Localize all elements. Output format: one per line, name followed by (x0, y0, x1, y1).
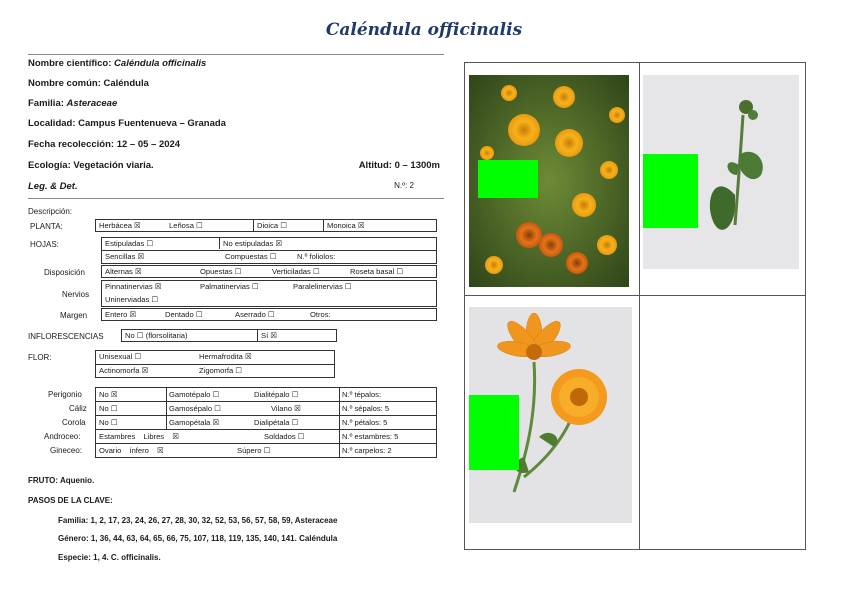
nerv-paraleli: Paralelinervias ☐ (293, 282, 352, 291)
perigonio-num: N.º tépalos: (342, 390, 382, 399)
altitude: Altitud: 0 – 1300m (358, 160, 440, 171)
clave-familia: Familia: 1, 2, 17, 23, 24, 26, 27, 28, 30, 32, 52, 53, 56, 57, 58, 59, Asteraceae (58, 516, 338, 525)
specimen-number: N.º: 2 (394, 181, 414, 190)
gineceo-infero: Ovario ínfero ☒ (99, 446, 164, 455)
perigonio-gamo: Gamotépalo ☐ (169, 390, 220, 399)
header-rule (28, 54, 444, 55)
photo-flowers (469, 307, 632, 523)
redaction-box (478, 160, 538, 198)
collection-date: Fecha recolección: 12 – 05 – 2024 (28, 139, 181, 150)
gineceo-supero: Súpero ☐ (237, 446, 271, 455)
ecology-row (28, 160, 440, 171)
planta-lenosa: Leñosa ☐ (166, 220, 254, 231)
disp-opuestas: Opuestas ☐ (200, 267, 242, 276)
androceo-libres: Estambres Libres ☒ (99, 432, 180, 441)
margen-otros: Otros: (310, 310, 331, 319)
androceo-soldados: Soldados ☐ (264, 432, 305, 441)
caliz-num: N.º sépalos: 5 (342, 404, 390, 413)
flor-zigomorfa: Zigomorfa ☐ (199, 366, 243, 375)
locality: Localidad: Campus Fuentenueva – Granada (28, 118, 226, 129)
leg-det: Leg. & Det. (28, 181, 78, 192)
floral-parts-table (95, 387, 437, 458)
page-title: Caléndula officinalis (325, 20, 523, 40)
redaction-box-3 (469, 395, 519, 470)
margen-entero: Entero ☒ (105, 310, 137, 319)
disp-verticiladas: Verticiladas ☐ (272, 267, 320, 276)
margen-dentado: Dentado ☐ (165, 310, 203, 319)
caliz-gamo: Gamosépalo ☐ (169, 404, 221, 413)
flor-unisexual: Unisexual ☐ (99, 352, 142, 361)
planta-herbacea: Herbácea ☒ (99, 221, 141, 230)
common-name: Nombre común: Caléndula (28, 78, 149, 89)
nerv-palmati: Palmatinervias ☐ (200, 282, 259, 291)
flor-label: FLOR: (28, 353, 52, 362)
redaction-box-2 (643, 154, 698, 228)
infl-no: No ☐ (florsolitaria) (122, 330, 258, 341)
planta-row (95, 219, 437, 232)
hojas-compuestas: Compuestas ☐ (225, 252, 277, 261)
scientific-name-value: Caléndula officinalis (114, 58, 207, 69)
corola-no: No ☐ (99, 418, 118, 427)
margen-aserrado: Aserrado ☐ (235, 310, 275, 319)
infl-label: INFLORESCENCIAS (28, 332, 104, 341)
flor-box (95, 350, 335, 378)
leg-row (28, 181, 440, 192)
androceo-num: N.º estambres: 5 (342, 432, 399, 441)
pasos-clave: PASOS DE LA CLAVE: (28, 496, 113, 505)
ecology: Ecología: Vegetación viaria. (28, 160, 154, 171)
family: Familia: Asteraceae (28, 98, 118, 109)
clave-especie: Especie: 1, 4. C. officinalis. (58, 553, 161, 562)
disp-alternas: Alternas ☒ (105, 267, 142, 276)
infl-si: Sí ☒ (261, 331, 278, 340)
androceo-label: Androceo: (44, 432, 81, 441)
caliz-vilano: Vilano ☒ (271, 404, 301, 413)
hojas-no-estipuladas: No estipuladas ☒ (223, 239, 283, 248)
corola-label: Corola (62, 418, 86, 427)
fruto: FRUTO: Aquenio. (28, 476, 95, 485)
header-bottom-rule (28, 198, 444, 199)
hojas-box (101, 237, 437, 264)
planta-monoica: Monoica ☒ (327, 221, 365, 230)
perigonio-diali: Dialitépalo ☐ (254, 390, 299, 399)
nervios-box (101, 280, 437, 307)
corola-gamo: Gamopétala ☒ (169, 418, 220, 427)
disp-roseta: Roseta basal ☐ (350, 267, 404, 276)
scientific-name: Nombre científico: Caléndula officinalis (28, 58, 207, 69)
gineceo-num: N.º carpelos: 2 (342, 446, 392, 455)
perigonio-no: No ☒ (99, 390, 118, 399)
nervios-label: Nervios (62, 290, 90, 299)
flor-actinomorfa: Actinomorfa ☒ (99, 366, 149, 375)
margen-row (101, 308, 437, 321)
nerv-pinnati: Pinnatinervias ☒ (105, 282, 162, 291)
corola-diali: Dialipétala ☐ (254, 418, 299, 427)
family-value: Asteraceae (66, 98, 118, 109)
disposicion-label: Disposición (44, 268, 85, 277)
hojas-estipuladas: Estipuladas ☐ (102, 238, 220, 249)
hojas-sencillas: Sencillas ☒ (105, 252, 145, 261)
corola-num: N.º pétalos: 5 (342, 418, 388, 427)
hojas-label: HOJAS: (30, 240, 59, 249)
disposicion-row (101, 265, 437, 278)
photo-leaf (643, 75, 799, 269)
perigonio-label: Perigonio (48, 390, 82, 399)
caliz-label: Cáliz (69, 404, 87, 413)
planta-label: PLANTA: (30, 222, 63, 231)
nerv-uninerv: Uninerviadas ☐ (105, 295, 159, 304)
caliz-no: No ☐ (99, 404, 118, 413)
photo-plant (469, 75, 629, 287)
planta-dioica: Dioica ☐ (254, 220, 324, 231)
flor-hermafrodita: Hermafrodita ☒ (199, 352, 252, 361)
hojas-foliolos: N.º foliolos: (297, 252, 336, 261)
infl-row (121, 329, 337, 342)
description-label: Descripción: (28, 207, 73, 216)
margen-label: Margen (60, 311, 88, 320)
clave-genero: Género: 1, 36, 44, 63, 64, 65, 66, 75, 107, 118, 119, 135, 140, 141. Caléndula (58, 534, 338, 543)
gineceo-label: Gineceo: (50, 446, 83, 455)
